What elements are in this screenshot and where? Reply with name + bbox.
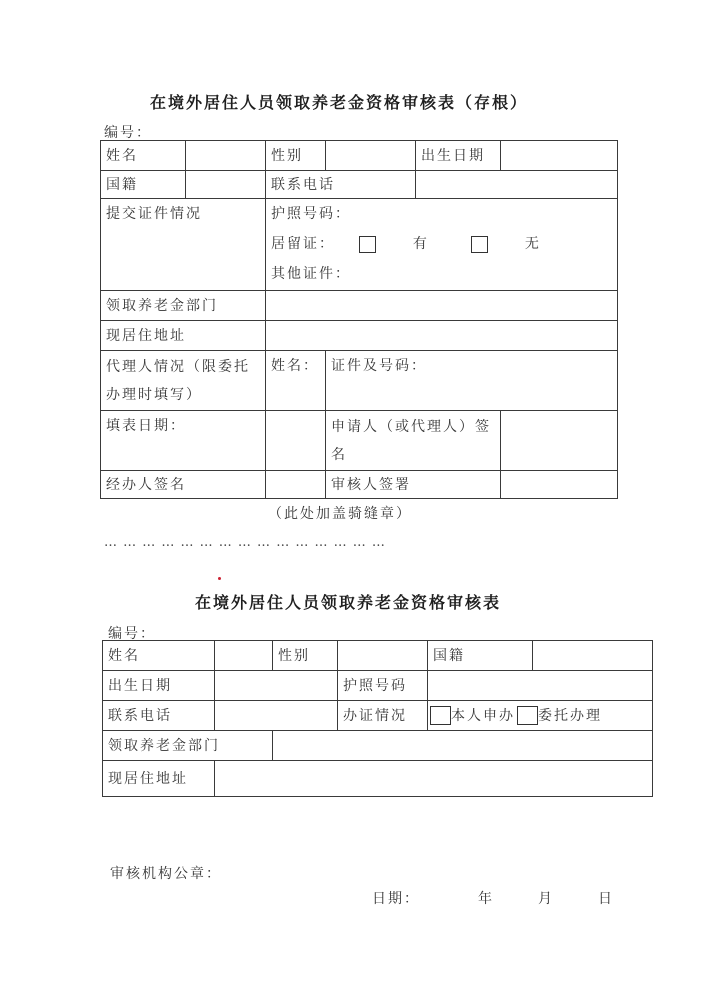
stub-agent-name-label: 姓名： [266,351,326,411]
footer-date-label: 日期： [372,891,420,907]
form-self-label: 本人申办 [451,707,515,724]
stub-pension-dept-label: 领取养老金部门 [101,291,266,321]
form-pension-dept-field[interactable] [273,731,653,761]
stub-no-label: 无 [524,236,541,252]
stub-agent-id-label: 证件及号码： [326,351,618,411]
stub-address-field[interactable] [266,321,618,351]
stub-nationality-field[interactable] [186,171,266,199]
form-title: 在境外居住人员领取养老金资格审核表 [195,593,502,612]
stub-address-label: 现居住地址 [101,321,266,351]
stub-fill-date-label: 填表日期： [101,411,266,471]
stub-reviewer-sign-field[interactable] [501,471,618,499]
stub-passport-label: 护照号码： [271,206,351,222]
stub-phone-label: 联系电话 [266,171,416,199]
stub-applicant-sign-field[interactable] [501,411,618,471]
stub-applicant-sign-label: 申请人（或代理人）签名 [326,411,501,471]
form-address-label: 现居住地址 [103,761,215,797]
form-entrust-label: 委托办理 [538,707,602,724]
stub-residence-yes-checkbox[interactable] [359,236,376,253]
stub-phone-field[interactable] [416,171,618,199]
stub-gender-field[interactable] [326,141,416,171]
form-self-checkbox[interactable] [430,706,451,725]
form-phone-label: 联系电话 [103,701,215,731]
form-table [102,640,653,797]
stub-residence-row [271,229,612,259]
stub-residence-no-checkbox[interactable] [471,236,488,253]
stub-documents-cell [266,199,618,291]
form-nationality-label: 国籍 [428,641,533,671]
stub-name-label: 姓名 [101,141,186,171]
form-entrust-checkbox[interactable] [517,706,538,725]
form-process-options [428,701,653,731]
footer-month-label: 月 [538,891,554,907]
stub-pension-dept-field[interactable] [266,291,618,321]
footer-seal-label: 审核机构公章： [110,866,222,882]
stub-title: 在境外居住人员领取养老金资格审核表（存根） [150,93,529,112]
form-passport-label: 护照号码 [338,671,428,701]
form-phone-field[interactable] [215,701,338,731]
stub-gender-label: 性别 [266,141,326,171]
stub-reviewer-sign-label: 审核人签署 [326,471,501,499]
form-process-label: 办证情况 [338,701,428,731]
footer-day-label: 日 [598,891,614,907]
stub-handler-sign-field[interactable] [266,471,326,499]
form-serial-label: 编号： [108,626,156,642]
stub-fill-date-field[interactable] [266,411,326,471]
form-name-field[interactable] [215,641,273,671]
stub-other-label: 其他证件： [271,266,351,282]
form-passport-field[interactable] [428,671,653,701]
stub-residence-label: 居留证： [271,236,335,252]
form-gender-field[interactable] [338,641,428,671]
form-gender-label: 性别 [273,641,338,671]
stub-name-field[interactable] [186,141,266,171]
form-birth-label: 出生日期 [103,671,215,701]
stub-serial-label: 编号： [104,125,152,141]
form-name-label: 姓名 [103,641,215,671]
stub-handler-sign-label: 经办人签名 [101,471,266,499]
footer-year-label: 年 [478,891,494,907]
stub-yes-label: 有 [412,236,429,252]
stub-seal-note: （此处加盖骑缝章） [268,506,412,522]
stub-table [100,140,618,499]
stub-agent-label: 代理人情况（限委托办理时填写） [101,351,266,411]
stub-documents-label: 提交证件情况 [101,199,266,291]
form-nationality-field[interactable] [533,641,653,671]
stub-birth-label: 出生日期 [416,141,501,171]
stub-birth-field[interactable] [501,141,618,171]
form-pension-dept-label: 领取养老金部门 [103,731,273,761]
form-address-field[interactable] [215,761,653,797]
stub-nationality-label: 国籍 [101,171,186,199]
form-birth-field[interactable] [215,671,338,701]
perforation-divider: … … … … … … … … … … … … … … … [104,535,386,550]
red-stamp-mark [218,577,221,580]
